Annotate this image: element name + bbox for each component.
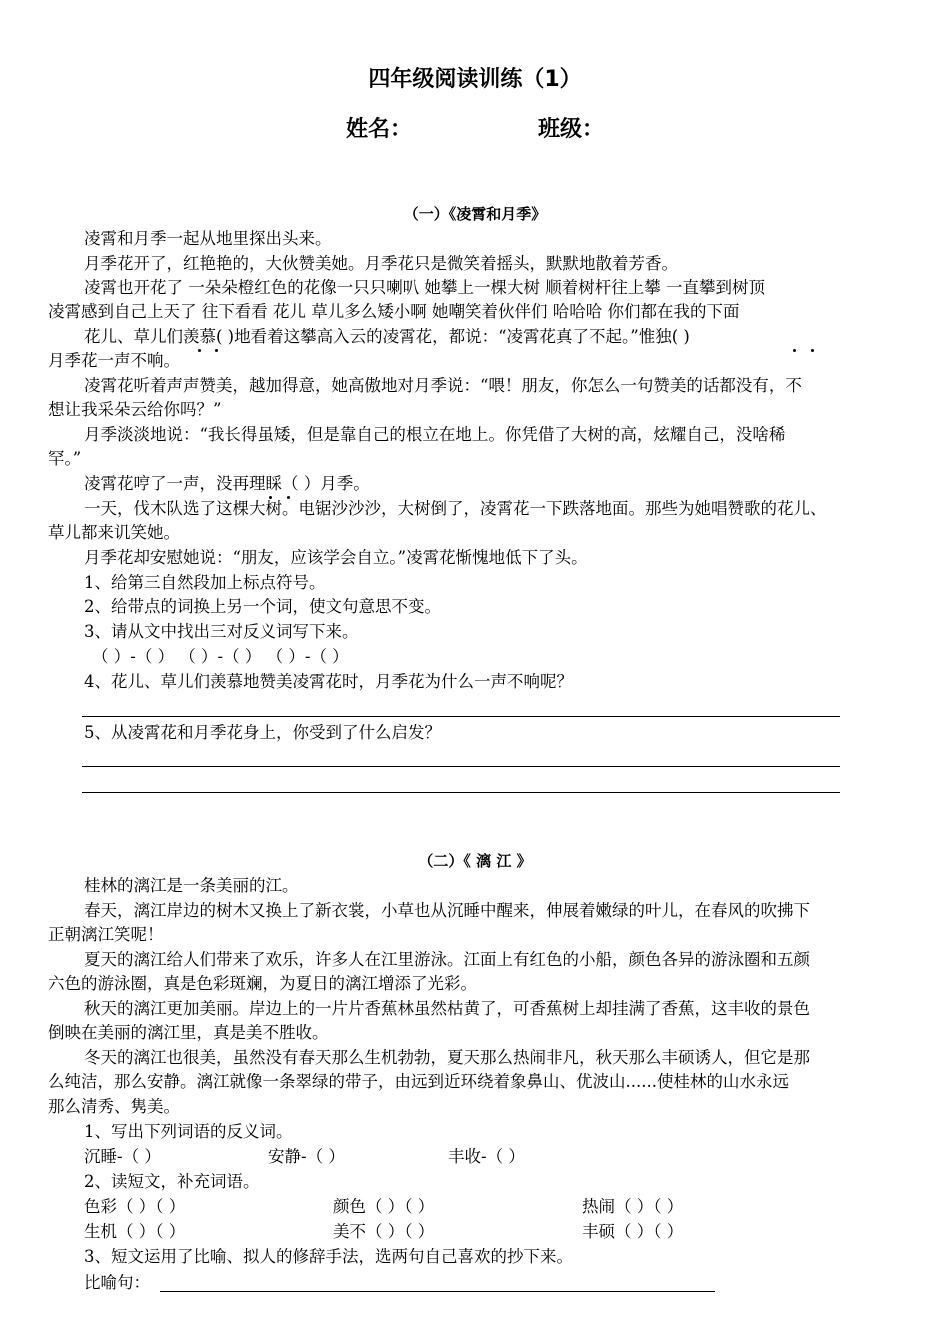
s2-line: 六色的游泳圈，真是色彩斑斓，为夏日的漓江增添了光彩。	[48, 974, 477, 993]
s1-line: 罕。”	[48, 449, 82, 468]
s1-line: 月季淡淡地说：“我长得虽矮，但是靠自己的根立在地上。你凭借了大树的高，炫耀自己，没啥稀	[84, 425, 786, 444]
antonym-blanks[interactable]: （ ）-（ ） （ ）-（ ） （ ）-（ ）	[92, 647, 349, 666]
page-title: 四年级阅读训练（1）	[368, 67, 582, 92]
s1-line: 草儿都来讥笑她。	[48, 523, 180, 542]
s1-question: 5、从凌霄花和月季花身上，你受到了什么启发？	[84, 723, 441, 742]
fill-item[interactable]: 美不（ ）（ ）	[333, 1222, 435, 1241]
s1-line: 月季花开了，红艳艳的，大伙赞美她。月季花只是微笑着摇头，默默地散着芳香。	[84, 254, 678, 273]
class-label: 班级：	[538, 117, 605, 142]
s1-question: 3、请从文中找出三对反义词写下来。	[84, 622, 359, 641]
metaphor-label: 比喻句：	[84, 1273, 150, 1292]
s2-line: 桂林的漓江是一条美丽的江。	[84, 876, 299, 895]
s1-line: 凌霄花听着声声赞美，越加得意，她高傲地对月季说：“喂！朋友，你怎么一句赞美的话都没有，不	[84, 376, 802, 395]
s1-line: 凌霄和月季一起从地里探出头来。	[84, 229, 332, 248]
s1-line: 想让我采朵云给你吗？”	[48, 400, 222, 419]
fill-item[interactable]: 色彩（ ）（ ）	[84, 1197, 186, 1216]
s2-line: 秋天的漓江更加美丽。岸边上的一片片香蕉林虽然枯黄了，可香蕉树上却挂满了香蕉，这丰收的景色	[84, 999, 810, 1018]
antonym-item[interactable]: 沉睡-（ ）	[84, 1147, 161, 1166]
s2-question: 3、短文运用了比喻、拟人的修辞手法，选两句自己喜欢的抄下来。	[84, 1247, 573, 1266]
s2-line: 倒映在美丽的漓江里，真是美不胜收。	[48, 1023, 329, 1042]
s2-line: 冬天的漓江也很美，虽然没有春天那么生机勃勃，夏天那么热闹非凡，秋天那么丰硕诱人，但它是那	[84, 1048, 810, 1067]
name-label: 姓名：	[345, 117, 412, 142]
emphasis-dot	[198, 349, 201, 352]
s2-line: 夏天的漓江给人们带来了欢乐，许多人在江里游泳。江面上有红色的小船，颜色各异的游泳圈和五颜	[84, 950, 810, 969]
s1-line: 凌霄花哼了一声，没再理睬（ ）月季。	[84, 474, 370, 493]
fill-item[interactable]: 生机（ ）（ ）	[84, 1222, 186, 1241]
fill-item[interactable]: 热闹（ ）（ ）	[582, 1197, 684, 1216]
s2-line: 春天，漓江岸边的树木又换上了新衣裳，小草也从沉睡中醒来，伸展着嫩绿的叶儿，在春风的吹拂下	[84, 901, 810, 920]
s1-line: 一天，伐木队选了这棵大树。电锯沙沙沙，大树倒了，凌霄花一下跌落地面。那些为她唱赞歌的花儿、	[84, 499, 827, 518]
s1-line: 月季花一声不响。	[48, 351, 180, 370]
answer-line[interactable]	[82, 716, 840, 717]
s2-line: 正朝漓江笑呢！	[48, 925, 164, 944]
s1-question: 1、给第三自然段加上标点符号。	[84, 573, 326, 592]
s1-question: 4、花儿、草儿们羡慕地赞美凌霄花时，月季花为什么一声不响呢？	[84, 672, 573, 691]
emphasis-dot	[793, 349, 796, 352]
s1-line: 凌霄也开花了 一朵朵橙红色的花像一只只喇叭 她攀上一棵大树 顺着树杆往上攀 一直攀到树顶	[84, 278, 765, 297]
answer-line[interactable]	[82, 792, 840, 793]
s2-line: 么纯洁，那么安静。漓江就像一条翠绿的带子，由远到近环绕着象鼻山、优波山......使桂林的山水永远	[48, 1072, 789, 1091]
emphasis-dot	[215, 349, 218, 352]
antonym-item[interactable]: 丰收-（ ）	[448, 1147, 525, 1166]
s2-question: 1、写出下列词语的反义词。	[84, 1122, 293, 1141]
s2-line: 那么清秀、隽美。	[48, 1097, 180, 1116]
section2-heading: （二）《 漓 江 》	[418, 852, 532, 870]
s1-question: 2、给带点的词换上另一个词，使文句意思不变。	[84, 597, 441, 616]
s2-question: 2、读短文，补充词语。	[84, 1172, 260, 1191]
name-class-row	[0, 112, 950, 143]
answer-line[interactable]	[82, 766, 840, 767]
metaphor-answer-line[interactable]	[160, 1291, 715, 1292]
antonym-item[interactable]: 安静-（ ）	[268, 1147, 345, 1166]
section1-heading: （一）《凌霄和月季》	[403, 205, 547, 223]
fill-item[interactable]: 丰硕（ ）（ ）	[582, 1222, 684, 1241]
emphasis-dot	[811, 349, 814, 352]
s1-line: 花儿、草儿们羡慕( )地看着这攀高入云的凌霄花，都说：“凌霄花真了不起。”惟独( )	[84, 327, 690, 346]
fill-item[interactable]: 颜色（ ）（ ）	[333, 1197, 435, 1216]
s1-line: 凌霄感到自己上天了 往下看看 花儿 草儿多么矮小啊 她嘲笑着伙伴们 哈哈哈 你们都在我的下面	[48, 302, 740, 321]
s1-line: 月季花却安慰她说：“朋友，应该学会自立。”凌霄花惭愧地低下了头。	[84, 548, 588, 567]
